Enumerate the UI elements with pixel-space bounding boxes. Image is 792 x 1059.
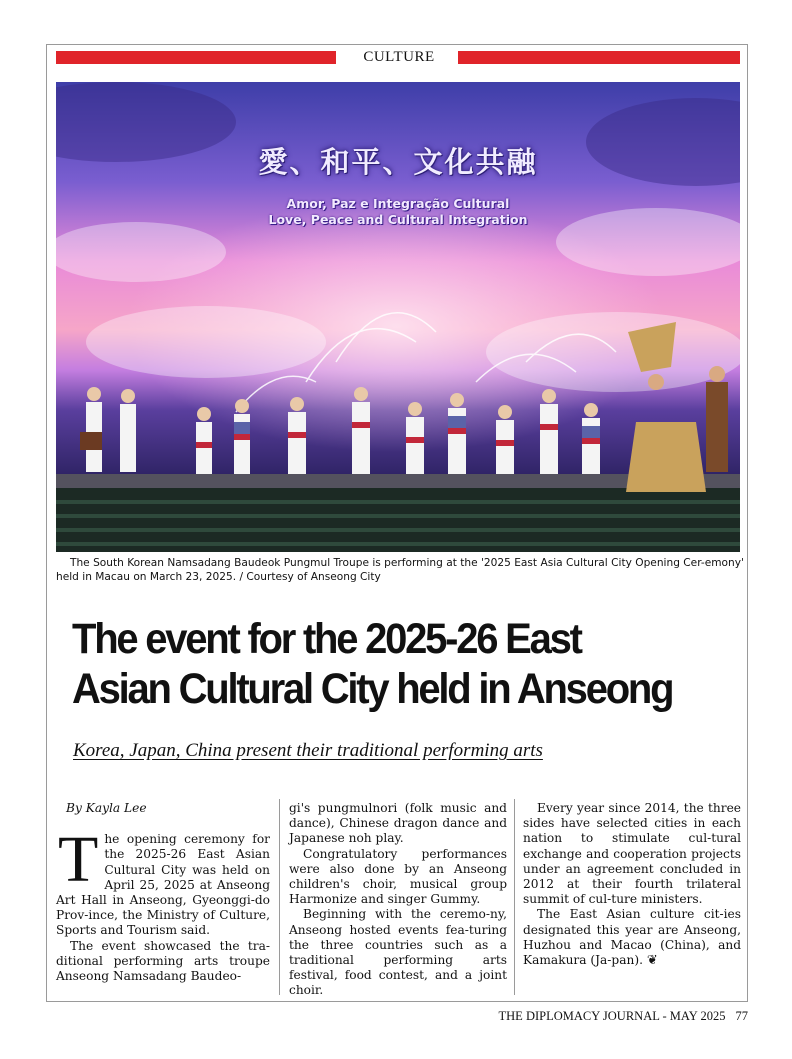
subheadline: Korea, Japan, China present their traditional performing arts [73,740,543,761]
paragraph-text: The East Asian culture cit-ies designated this year are Anseong, Huzhou and Macao (China), and Kamakura (Ja-pan). [523,907,741,968]
drop-cap: T [58,823,99,897]
section-label: CULTURE [363,49,435,65]
publication-name: THE DIPLOMACY JOURNAL - MAY 2025 [498,1009,726,1023]
section-bar-right [458,51,740,64]
end-mark-icon: ❦ [646,953,658,969]
photo-caption: The South Korean Namsadang Baudeok Pungmul Troupe is performing at the '2025 East Asia Cultural City Opening Cer-emony' held in Macau on March 23, 2025. / Courtesy of Anseong City [56,557,744,583]
paragraph [523,907,741,968]
article-column-1 [56,801,270,984]
column-divider [514,799,515,995]
column-divider [279,799,280,995]
paragraph: gi's pungmulnori (folk music and dance), Chinese dragon dance and Japanese noh play. [289,801,507,846]
stage-title-english: Love, Peace and Cultural Integration [268,212,528,227]
paragraph: Beginning with the ceremo-ny, Anseong hosted events fea-turing the three countries such as a traditional performing arts festival, food contest, and a joint choir. [289,907,507,998]
event-photo [56,82,740,552]
stage-title-chinese: 愛、和平、文化共融 [258,145,538,179]
paragraph: The event showcased the tra-ditional performing arts troupe Anseong Namsadang Baudeo- [56,938,270,984]
paragraph [56,823,270,938]
paragraph: Congratulatory performances were also done by an Anseong children's choir, musical group Harmonize and singer Gummy. [289,846,507,907]
paragraph: Every year since 2014, the three sides have selected cities in each nation to stimulate cul-tural exchange and cooperation projects under an agreement concluded in 2012 at their fourth trilateral summit of cul-ture ministers. [523,801,741,907]
page-number: 77 [735,1009,748,1023]
page-footer [489,1009,748,1024]
stage-title-portuguese: Amor, Paz e Integração Cultural [286,196,510,211]
section-header [56,49,740,66]
byline: By Kayla Lee [66,801,147,815]
article-column-3 [523,801,741,968]
paragraph-text: he opening ceremony for the 2025-26 East Asian Cultural City was held on April 25, 2025 at Anseong Art Hall in Anseong, Gyeonggi-do Prov-ince, the Ministry of Culture, Sports and Tourism said. [56,832,270,938]
section-bar-left [56,51,336,64]
headline-line-2: Asian Cultural City held in Anseong [72,665,673,713]
headline-line-1: The event for the 2025-26 East [72,615,581,663]
headline [72,614,695,714]
article-column-2 [289,801,507,999]
